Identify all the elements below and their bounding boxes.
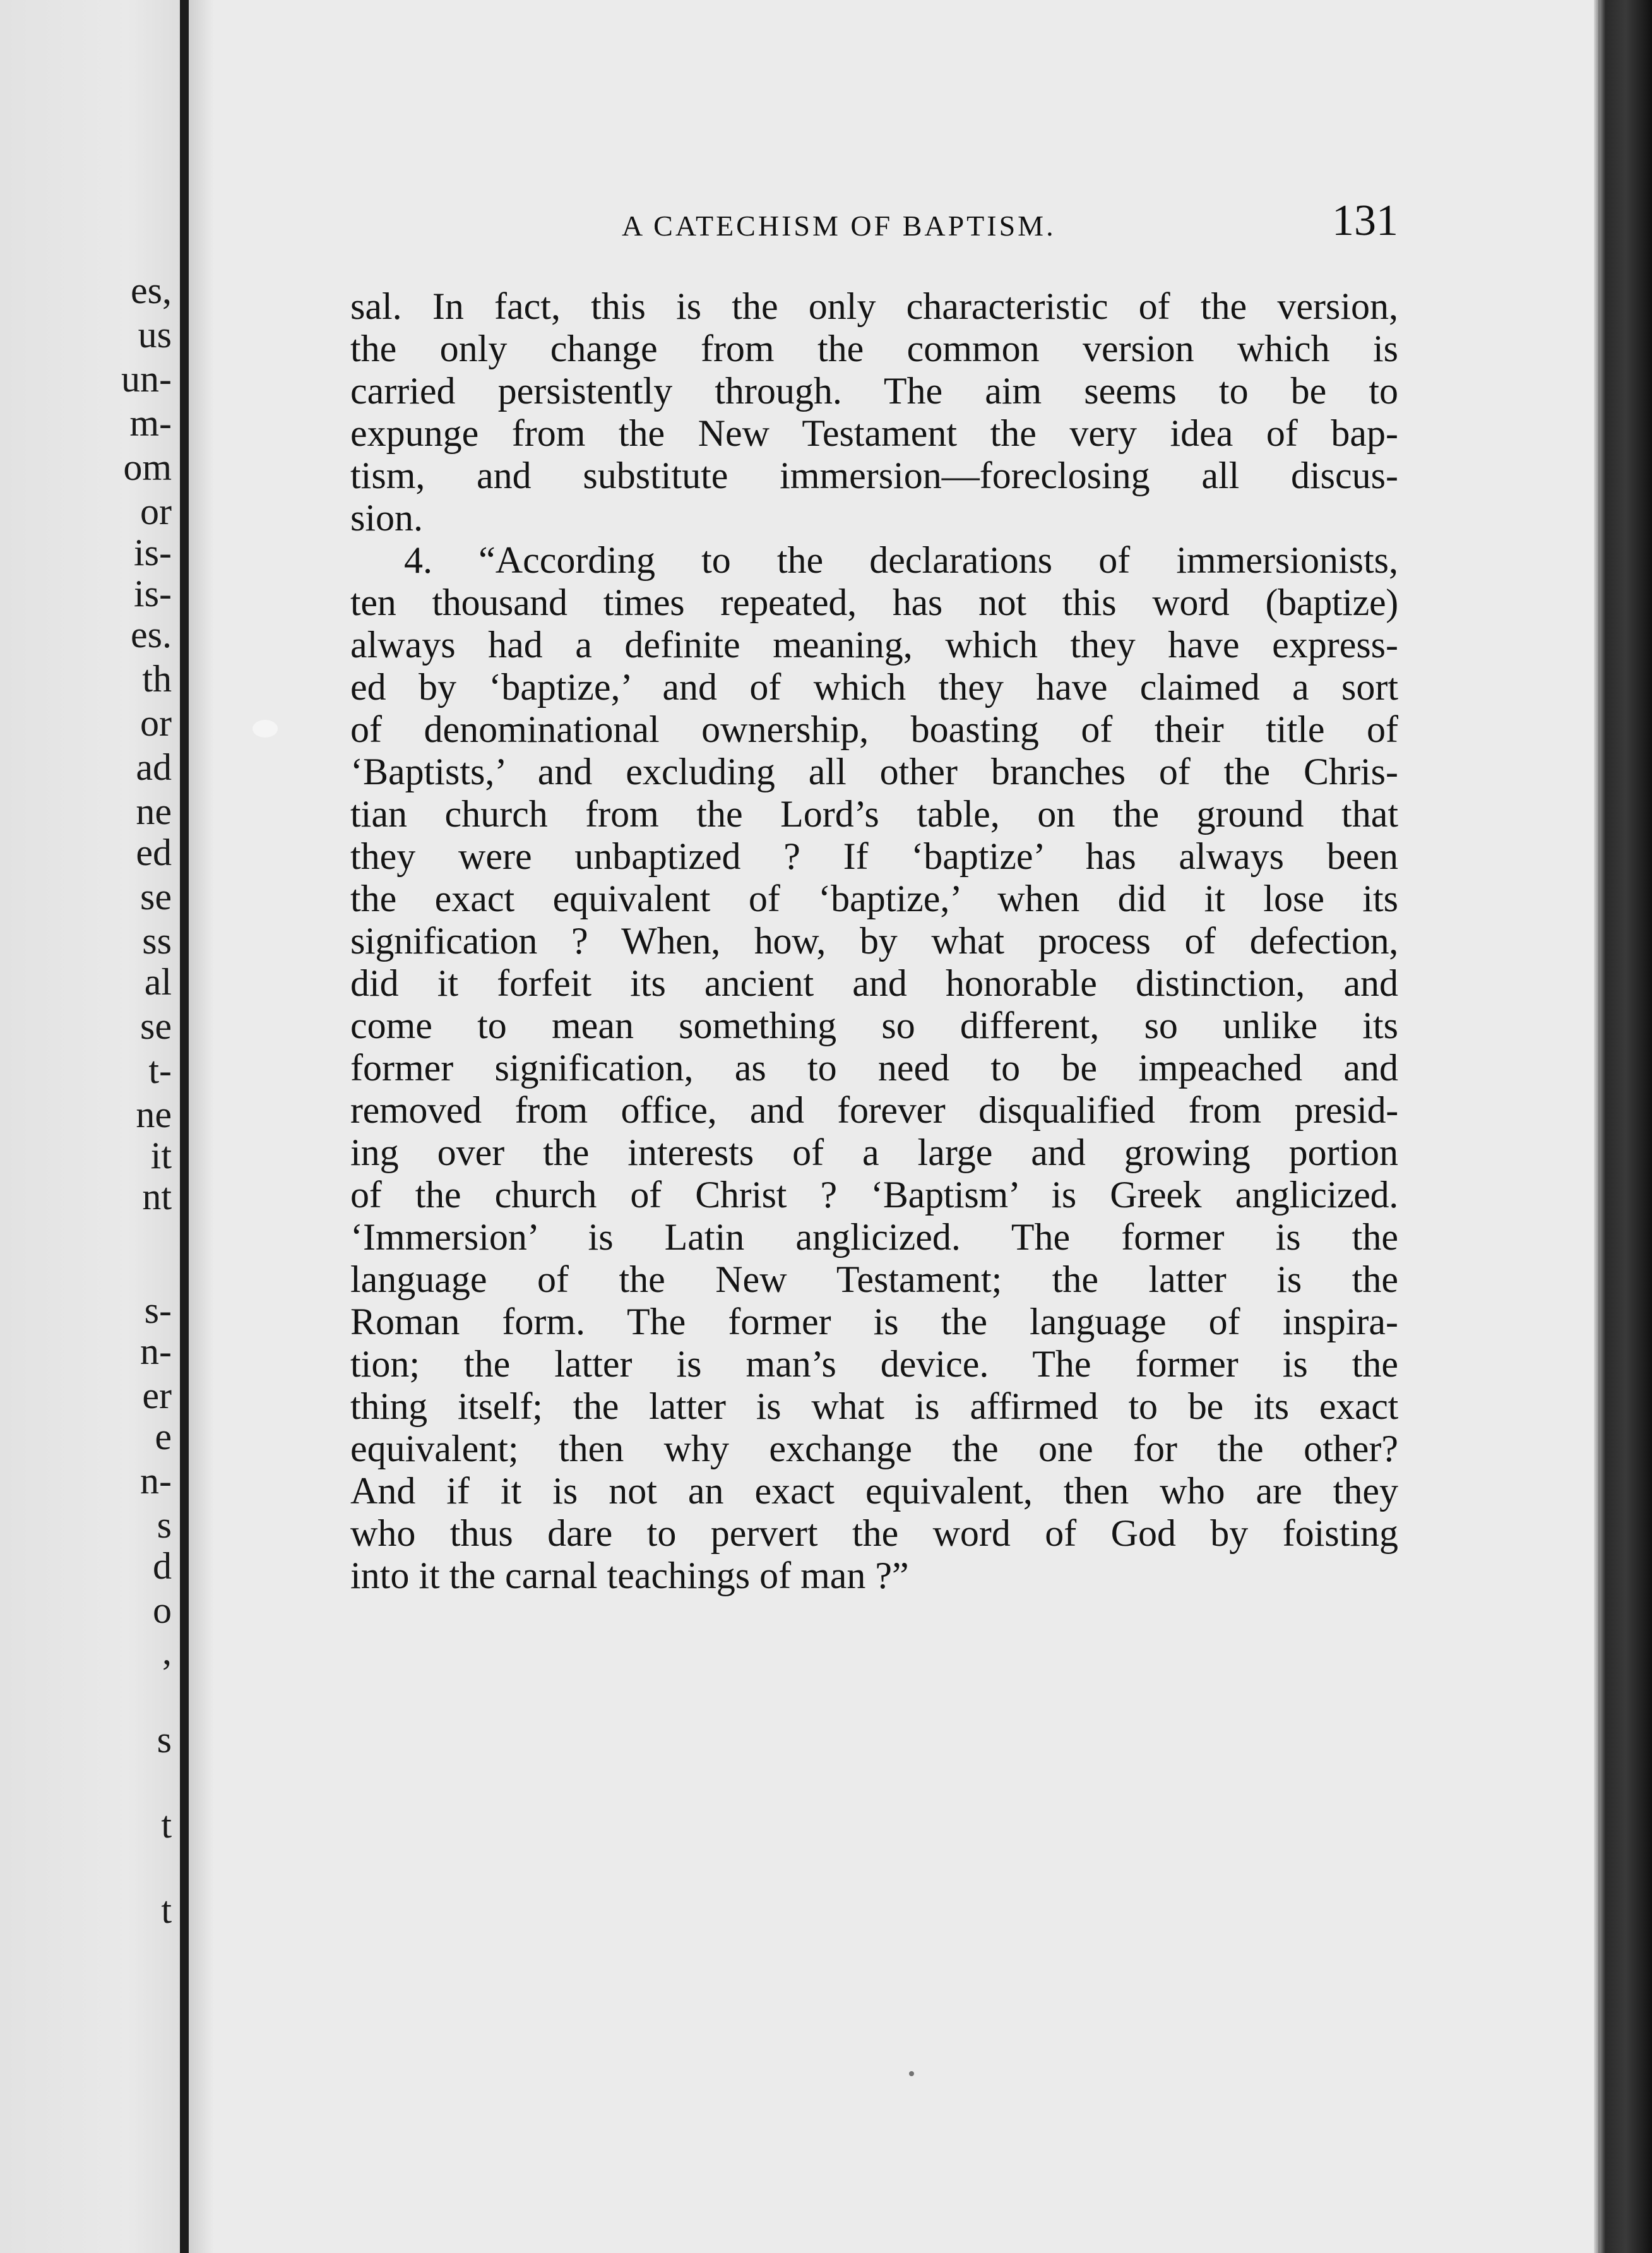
facing-fragment: m-	[129, 402, 172, 444]
facing-fragment: om	[123, 446, 172, 488]
facing-fragment: s-	[144, 1289, 172, 1331]
running-head: A CATECHISM OF BAPTISM.	[622, 210, 1056, 242]
facing-fragment: ad	[136, 746, 172, 788]
gutter-shadow	[189, 0, 214, 2253]
text-line: ten thousand times repeated, has not this word (baptize)	[350, 582, 1398, 623]
text-line: carried persistently through. The aim seems to be to	[350, 370, 1398, 412]
facing-fragment: ne	[136, 1094, 172, 1135]
text-line: signification ? When, how, by what process of defection,	[350, 920, 1398, 962]
text-line: Roman form. The former is the language of inspira-	[350, 1301, 1398, 1342]
facing-fragment: is-	[134, 573, 172, 614]
text-line: expunge from the New Testament the very idea of bap-	[350, 412, 1398, 454]
facing-page-strip	[0, 0, 183, 2253]
facing-fragment: un-	[121, 358, 172, 400]
facing-fragment: n-	[140, 1330, 172, 1372]
text-line: sal. In fact, this is the only characteristic of the version,	[350, 285, 1398, 327]
text-line: they were unbaptized ? If ‘baptize’ has always been	[350, 835, 1398, 877]
facing-fragment: es.	[131, 614, 172, 655]
page-right-edge	[1594, 0, 1652, 2253]
facing-fragment: t	[161, 1804, 172, 1846]
facing-fragment: se	[140, 876, 172, 917]
facing-fragment: o	[153, 1589, 172, 1631]
facing-fragment: e	[155, 1416, 172, 1457]
text-line: And if it is not an exact equivalent, then who are they	[350, 1470, 1398, 1512]
facing-fragment: es,	[131, 270, 172, 311]
facing-fragment: ne	[136, 791, 172, 832]
facing-fragment: al	[144, 961, 172, 1003]
facing-fragment: or	[140, 702, 172, 744]
facing-fragment: nt	[142, 1176, 172, 1217]
text-line: always had a definite meaning, which they have express-	[350, 624, 1398, 666]
text-line: the exact equivalent of ‘baptize,’ when did it lose its	[350, 878, 1398, 919]
facing-fragment: se	[140, 1005, 172, 1047]
text-line: removed from office, and forever disqualified from presid-	[350, 1089, 1398, 1131]
text-line: tian church from the Lord’s table, on the ground that	[350, 793, 1398, 835]
text-line: did it forfeit its ancient and honorable distinction, and	[350, 962, 1398, 1004]
text-line: former signification, as to need to be impeached and	[350, 1047, 1398, 1089]
facing-fragment: ss	[142, 920, 172, 962]
paragraph-start-line: 4. “According to the declarations of immersionists,	[404, 539, 1398, 581]
facing-fragment: t-	[148, 1049, 172, 1091]
text-line: ‘Immersion’ is Latin anglicized. The former is the	[350, 1216, 1398, 1258]
text-line: of denominational ownership, boasting of their title of	[350, 708, 1398, 750]
text-line: the only change from the common version which is	[350, 328, 1398, 369]
text-line: sion.	[350, 497, 424, 539]
facing-fragment: ,	[162, 1630, 172, 1672]
text-line: language of the New Testament; the latter is the	[350, 1258, 1398, 1300]
text-line: thing itself; the latter is what is affirmed to be its exact	[350, 1385, 1398, 1427]
facing-fragment: n-	[140, 1460, 172, 1502]
paper-speck	[909, 2071, 914, 2076]
facing-fragment: us	[138, 314, 172, 356]
paper-speck	[253, 720, 278, 738]
body-text	[350, 285, 1398, 1597]
facing-fragment: d	[153, 1545, 172, 1587]
facing-fragment: th	[142, 658, 172, 700]
facing-fragment: s	[157, 1504, 172, 1546]
facing-fragment: t	[161, 1889, 172, 1931]
text-line: ing over the interests of a large and growing portion	[350, 1132, 1398, 1173]
page-number: 131	[1332, 196, 1398, 245]
text-line: tion; the latter is man’s device. The former is the	[350, 1343, 1398, 1385]
page-right-edge-line	[1598, 0, 1601, 2253]
text-line: of the church of Christ ? ‘Baptism’ is Greek anglicized.	[350, 1174, 1398, 1216]
text-line: come to mean something so different, so unlike its	[350, 1005, 1398, 1046]
text-line: who thus dare to pervert the word of God by foisting	[350, 1512, 1398, 1554]
facing-fragment: or	[140, 491, 172, 532]
text-line: into it the carnal teachings of man ?”	[350, 1555, 909, 1596]
facing-fragment: ed	[136, 832, 172, 873]
text-line: ed by ‘baptize,’ and of which they have claimed a sort	[350, 666, 1398, 708]
facing-fragment: s	[157, 1719, 172, 1760]
text-line: tism, and substitute immersion—foreclosing all discus-	[350, 455, 1398, 496]
text-line: ‘Baptists,’ and excluding all other branches of the Chris-	[350, 751, 1398, 792]
facing-fragment: er	[142, 1375, 172, 1416]
text-line: equivalent; then why exchange the one for the other?	[350, 1428, 1398, 1469]
facing-fragment: it	[150, 1135, 172, 1176]
facing-fragment: is-	[134, 532, 172, 573]
binding-gutter	[180, 0, 189, 2253]
